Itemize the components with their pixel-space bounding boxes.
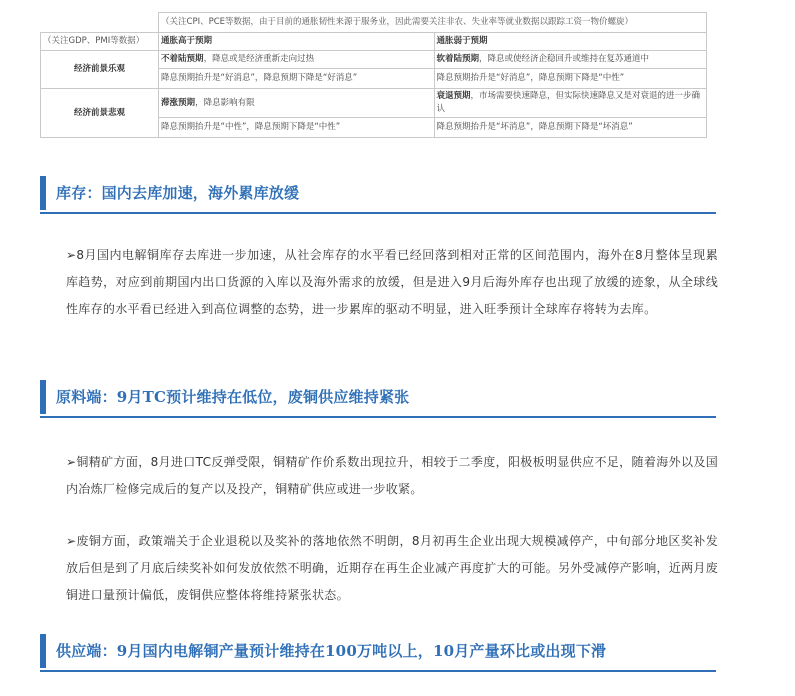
heading-accent-bar: [40, 634, 46, 668]
row-label-pessimistic: 经济前景悲观: [41, 89, 159, 138]
table-header-note: （关注CPI、PCE等数据，由于目前的通胀韧性来源于服务业，因此需要关注非农、失业率等就业数据以跟踪工资一物价螺旋）: [159, 13, 707, 33]
heading-accent-bar: [40, 380, 46, 414]
table-row: [41, 51, 707, 69]
table-cell: 降息预期抬升是“好消息”，降息预期下降是“中性”: [434, 69, 706, 89]
section-heading-inventory: [40, 176, 716, 210]
table-row: [41, 33, 707, 51]
table-cell: 不着陆预期，降息或是经济重新走向过热: [159, 51, 434, 69]
heading-underline: [40, 670, 716, 672]
paragraph-scrap-copper: ➢废铜方面，政策端关于企业退税以及奖补的落地依然不明朗，8月初再生企业出现大规模减停产，中旬部分地区奖补发放后但是到了月底后续奖补如何发放依然不明确，近期存在再生企业减产再度扩大的可能。另外受减停产影响，近两月废铜进口量预计偏低，废铜供应整体将维持紧张状态。: [66, 534, 718, 602]
table-cell: 降息预期抬升是“坏消息”，降息预期下降是“坏消息”: [434, 118, 706, 138]
section-heading-supply: [40, 634, 716, 668]
table-cell: 衰退预期，市场需要快速降息，但实际快速降息又是对衰退的进一步确认: [434, 89, 706, 118]
table-col1-head: 通胀高于预期: [159, 33, 434, 51]
table-col2-head: 通胀弱于预期: [434, 33, 706, 51]
table-cell-empty: [41, 13, 159, 33]
heading-underline: [40, 212, 716, 214]
table-cell: 软着陆预期，降息或使经济企稳回升或维持在复苏通道中: [434, 51, 706, 69]
table-cell: 降息预期抬升是“好消息”，降息预期下降是“好消息”: [159, 69, 434, 89]
paragraph-inventory: ➢8月国内电解铜库存去库进一步加速，从社会库存的水平看已经回落到相对正常的区间范围内，海外在8月整体呈现累库趋势，对应到前期国内出口货源的入库以及海外需求的放缓，但是进入9月后海外库存也出现了放缓的迹象，从全球线性库存的水平看已经进入到高位调整的态势，进一步累库的驱动不明显，进入旺季预计全球库存将转为去库。: [66, 248, 718, 316]
section-title: 库存：国内去库加速，海外累库放缓: [56, 184, 300, 202]
table-row: [41, 13, 707, 33]
heading-underline: [40, 416, 716, 418]
section-title: 供应端：9月国内电解铜产量预计维持在100万吨以上，10月产量环比或出现下滑: [56, 642, 607, 660]
table-col-label: （关注GDP、PMI等数据）: [41, 33, 159, 51]
table-cell: 降息预期抬升是“中性”，降息预期下降是“中性”: [159, 118, 434, 138]
paragraph-copper-concentrate: ➢铜精矿方面，8月进口TC反弹受限，铜精矿作价系数出现拉升，相较于二季度，阳极板明显供应不足，随着海外以及国内冶炼厂检修完成后的复产以及投产，铜精矿供应或进一步收紧。: [66, 455, 718, 496]
table-row: [41, 89, 707, 118]
policy-expectation-table: [40, 12, 707, 138]
heading-accent-bar: [40, 176, 46, 210]
table-cell: 滞涨预期，降息影响有限: [159, 89, 434, 118]
row-label-optimistic: 经济前景乐观: [41, 51, 159, 89]
section-title: 原料端：9月TC预计维持在低位，废铜供应维持紧张: [56, 388, 410, 406]
section-heading-raw-material: [40, 380, 716, 414]
